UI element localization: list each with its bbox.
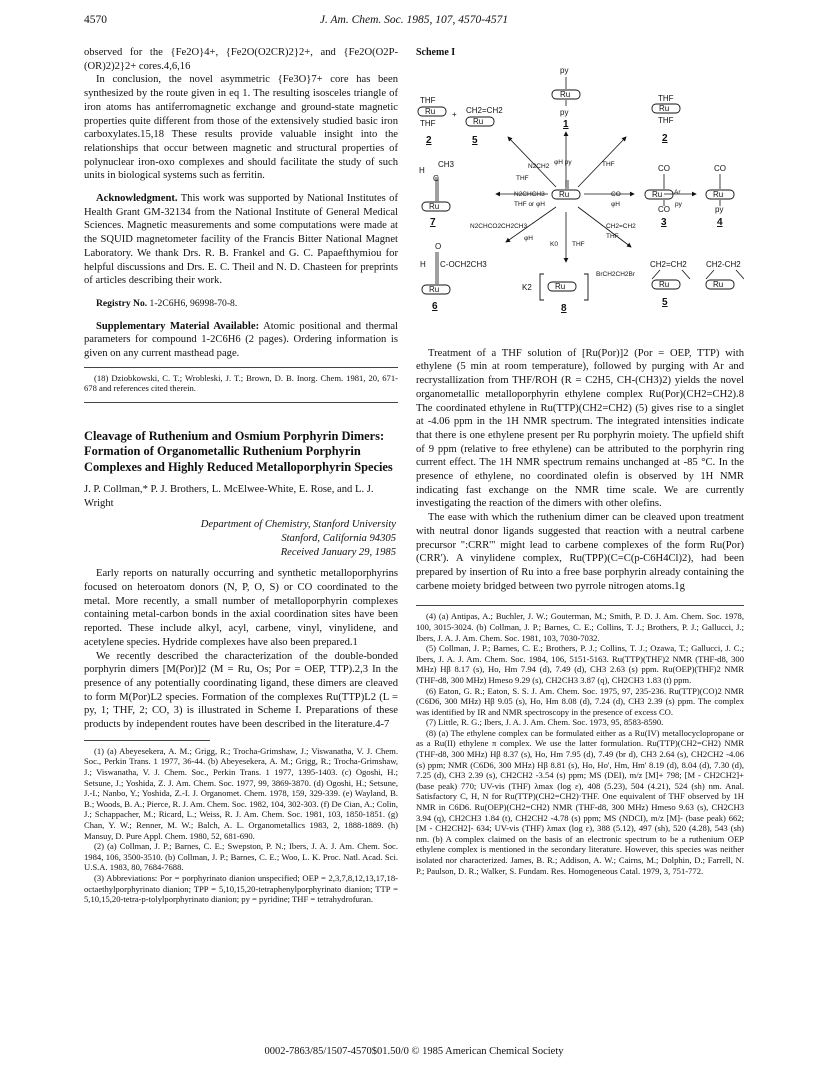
scheme-diagram: [416, 62, 744, 342]
right-column: [416, 46, 744, 876]
ru-label-center: Ru: [559, 189, 570, 199]
paragraph-carbene: The ease with which the ruthenium dimer can be cleaved upon treatment with neutral donor ligands suggested that reaction with a neutral carbene precursor ":CRR'" might lead to carbene complexes of the form Ru(Por)(CRR'). A vinylidene complex, Ru(TPP)(C=C(p-C6H4Cl)2), had been prepared by insertion of Ru into a free base porphyrin already containing the carbene moiety bridged between two pyrrole nitrogen atoms.1g: [416, 512, 744, 592]
ru-label: Ru: [473, 116, 484, 126]
footnote-6: (6) Eaton, G. R.; Eaton, S. S. J. Am. Chem. Soc. 1975, 97, 235-236. Ru(TTP)(CO)2 NMR (C6D6, 300 MHz) Hβ 9.05 (s), Ho, Hm 8.08 (d), 7.24 (d), CH3 2.39 (s) ppm. The complex was identified by IR and NMR spectroscopy in the presence of excess CO.: [416, 685, 744, 717]
affiliation-location: Stanford, California 94305: [281, 532, 396, 544]
registry-lead: Registry No.: [96, 297, 148, 309]
reagent-phh-lower: φH: [524, 234, 533, 242]
journal-citation: J. Am. Chem. Soc. 1985, 107, 4570-4571: [319, 14, 509, 26]
plus-sign: +: [452, 109, 457, 119]
ligand-thf-2b: THF: [420, 118, 436, 128]
running-header: [84, 14, 744, 30]
supplementary-text: Atomic positional and thermal parameters for compound 1-2C6H6 (2 pages). Ordering information is given on any current masthead page.: [84, 320, 398, 360]
paragraph-continued: observed for the {Fe2O}4+, {Fe2O(O2CR)2}2+, and {Fe2O(O2P-(OR)2)2}2+ cores.4,6,16: [84, 47, 398, 72]
scheme-arrows: [416, 62, 744, 342]
py-label: py: [715, 204, 724, 214]
paragraph-dimers: We recently described the characterization of the double-bonded porphyrin dimers [M(Por)]2 (M = Ru, Os; Por = OEP, TTP).2,3 In the presence of any potentially coordinating ligand, these dimers are cleaved to form M(Por)L2 species. Formation of the complexes Ru(TTP)L2 (L = py, 1; THF, 2; CO, 3) is illustrated in Scheme I. Preparations of these products by independent routes have been described in the literature.4-7: [84, 650, 398, 731]
page-number: 4570: [84, 14, 107, 26]
reagent-thf-lower: THF: [606, 232, 619, 240]
footnote-8: (8) (a) The ethylene complex can be formulated either as a Ru(IV) metallocyclopropane or as a Ru(II) ethylene π complex. We use the latter formulation. Ru(TTP)(CH2=CH2) NMR (THF-d8, 300 MHz) Hβ 8.37 (s), Ho, Hm 7.95 (d), 7.49 (br d), CH3 2.64 (s), CH2CH2 -4.06 (s) ppm; NMR (C6D6, 300 MHz) Hβ 8.81 (s), Ho, Ho', Hm, Hm' 8.19 (d), 8.04 (d), 7.30 (d), 7.25 (d), CH3 2.39 (s), CH2CH2 -3.54 (s) ppm; MS (DEI), m/z [M]+ 798; [M - CH2CH2]+ (base peak) 770; UV-vis (THF) λmax (log ε), 408 (5.23), 504 (4.21), 524 (sh) nm. Anal. Satisfactory C, H, N for Ru(TTP)(CH2=CH2)·THF. One equivalent of THF observed by 1H NMR in C6D6. Ru(OEP)(CH2=CH2) NMR (THF-d8, 300 MHz) Hmeso 9.63 (s), CH2CH3 3.94 (q), CH2CH3 1.84 (t), CH2CH2 -4.78 (s) ppm; MS (NDCI), m/z [M]- (base peak) 662; [M - CH2CH2]- 634; UV-vis (THF) λmax (log ε), 388 (5.12), 497 (sh), 520 (4.28), 543 (sh) nm. (b) A complex claimed on the basis of an electronic spectrum to be a ruthenium OEP ethylene complex is mentioned in the secondary literature. However, this species was neither isolated nor characterized. James, B. R.; Addison, A. W.; Cairns, M.; Dolphin, D.; Farrell, N. P.; Paulson, D. R.; Walker, S. Fundam. Res. Homogeneous Catal. 1979, 3, 751-772.: [416, 727, 744, 876]
footnote-4: (4) (a) Antipas, A.; Buchler, J. W.; Gouterman, M.; Smith, P. D. J. Am. Chem. Soc. 1978, 100, 3015-3024. (b) Collman, J. P.; Barnes, C. E.; Collins, T. J.; Brothers, P. J.; Gallucci, J.; Ibers, J. A. J. Am. Chem. Soc. 1981, 103, 7030-7032.: [416, 611, 744, 643]
footnote-3: (3) Abbreviations: Por = porphyrinato dianion unspecified; OEP = 2,3,7,8,12,13,17,18-octaethylporphyrinato dianion; TPP = 5,10,15,20-tetraphenylporphyrinato dianion; TTP = 5,10,15,20-tetra-p-tolylporphyrinato dianion; py = pyridine; THF = tetrahydrofuran.: [84, 872, 398, 905]
article-authors: J. P. Collman,* P. J. Brothers, L. McElwee-White, E. Rose, and L. J. Wright: [84, 483, 374, 509]
reagent-co: CO: [611, 190, 621, 198]
reagent-phh: φH: [611, 200, 620, 208]
h-label: H: [419, 165, 425, 175]
h-label: H: [420, 259, 426, 269]
reagent-n2chch3: N2CHCH3: [514, 190, 545, 198]
ru-label: Ru: [659, 279, 670, 289]
acknowledgment: [84, 192, 398, 288]
compound-3: 3: [661, 216, 667, 228]
reagent-py: py: [675, 200, 682, 208]
ligand-thf-2a: THF: [420, 95, 436, 105]
ru-label: Ru: [713, 279, 724, 289]
reagent-brch2ch2br: BrCH2CH2Br: [596, 270, 636, 278]
ru-label: Ru: [659, 103, 670, 113]
compound-5: 5: [662, 296, 668, 308]
supplementary-material: [84, 320, 398, 361]
received-date: Received January 29, 1985: [280, 546, 396, 558]
supplementary-lead: Supplementary Material Available:: [96, 320, 260, 332]
reagent-k0: K0: [550, 240, 558, 248]
co-label: CO: [658, 204, 670, 214]
footnote-18: (18) Dziobkowski, C. T.; Wrobleski, J. T.; Brown, D. B. Inorg. Chem. 1981, 20, 671-678 and references cited therein.: [84, 372, 398, 394]
reagent-phh-py: φH py: [554, 158, 572, 166]
paragraph-intro: Early reports on naturally occurring and synthetic metalloporphyrins focused on heteroatom donors (N, P, O, S) or CO coordinated to the metal. More recently, a small number of metalloporphyrin complexes containing metal-carbon bonds in the axial coordination sites have been reported. These include alkyl, acyl, carbene, vinyl, vinylidene, and acetylene species. Hydride complexes have also been prepared.1: [84, 568, 398, 648]
article-divider: [84, 402, 398, 403]
reagent-thf-right: THF: [602, 160, 615, 168]
ru-label: Ru: [713, 189, 724, 199]
co-label: CO: [714, 163, 726, 173]
reagent-thf-left: THF: [516, 174, 529, 182]
footnote-5: (5) Collman, J. P.; Barnes, C. E.; Brothers, P. J.; Collins, T. J.; Ozawa, T.; Gallucci, J. C.; Ibers, J. A. J. Am. Chem. Soc. 1984, 106, 5151-5163. Ru(TTP)(THF)2 NMR (THF-d8, 300 MHz) Hβ 8.17 (s), Ho, Hm 7.94 (d), 7.49 (d), CH3 2.63 (s) ppm. Ru(OEP)(THF)2 NMR (THF-d8, 300 MHz) Hmeso 9.29 (s), CH2CH3 3.87 (q), CH2CH3 1.83 (t) ppm.: [416, 643, 744, 685]
ru-label: Ru: [429, 201, 440, 211]
compound-1: 1: [563, 118, 569, 130]
affiliation-department: Department of Chemistry, Stanford University: [200, 519, 396, 531]
footnote-divider-right: [416, 605, 744, 606]
reagent-n2ch2: N2CH2: [528, 162, 550, 170]
ru-label: Ru: [560, 89, 571, 99]
footnote-2: (2) (a) Collman, J. P.; Barnes, C. E.; Swepston, P. N.; Ibers, J. A. J. Am. Chem. Soc. 1984, 106, 3500-3510. (b) Collman, J. P.; Barnes, C. E.; Woo, L. K. Proc. Natl. Acad. Sci. U.S.A. 1983, 80, 7684-7688.: [84, 841, 398, 873]
paragraph-conclusion: In conclusion, the novel asymmetric {Fe3O}7+ core has been synthesized by the route given in eq 1. The resulting isosceles triangle of iron atoms has antiferromagnetic exchange and ground-state magnetic properties quite different from those of the extensively studied basic iron carboxylates.15,18 These results provide valuable insight into the relationships that occur between magnetic and structural properties of polynuclear iron-oxo complexes and should facilitate the study of such units in biological systems such as ferritin.: [84, 74, 398, 182]
compound-6: 6: [432, 300, 438, 312]
compound-2: 2: [662, 132, 668, 144]
acknowledgment-text: This work was supported by National Institutes of Health Grant GM-32134 from the National Institute of General Medical Sciences. Magnetic measurements and some computations were made at the SQUID magnetometer facility of the Francis Bitter National Magnet Laboratory. We thank Drs. R. B. Frankel and G. C. Papaefthymiou for helpful discussions and Drs. E. C. Theil and N. D. Chasteen for preprints of articles describing their work.: [84, 193, 398, 287]
metallacycle-label: CH2-CH2: [706, 259, 741, 269]
left-column: [84, 46, 398, 905]
ru-label: Ru: [555, 281, 566, 291]
ethylene-label: CH2=CH2: [466, 105, 503, 115]
reagent-ch2ch2: CH2=CH2: [606, 222, 636, 230]
article-title: Cleavage of Ruthenium and Osmium Porphyrin Dimers: Formation of Organometallic Ruthenium Porphyrin Complexes and Highly Reduced Metalloporphyrin Species: [84, 428, 393, 474]
co-label: CO: [658, 163, 670, 173]
ethylene-label-bottom: CH2=CH2: [650, 259, 687, 269]
ru-label: Ru: [425, 106, 436, 116]
ru-label: Ru: [429, 284, 440, 294]
author-affiliation: [84, 518, 398, 559]
footnote-divider-2: [84, 740, 210, 741]
registry-text: 1-2C6H6, 96998-70-8.: [147, 297, 238, 309]
ester-label: C-OCH2CH3: [440, 259, 487, 269]
compound-4: 4: [717, 216, 723, 228]
o-label: O: [435, 241, 442, 251]
footnote-divider: [84, 367, 398, 368]
c-label: C: [433, 173, 439, 183]
paragraph-ethylene: Treatment of a THF solution of [Ru(Por)]2 (Por = OEP, TTP) with ethylene (5 min at room temperature), followed by purging with Ar and recrystallization from THF/ROH (R = C2H5, CH-(CH3)2) yields the novel organometallic metalloporphyrin ethylene complex Ru(Por)(CH2=CH2).8 The coordinated ethylene in Ru(TTP)(CH2=CH2) (5) gives rise to a singlet at -4.06 ppm in the 1H NMR spectrum. The integrated intensities indicate that there is one ethylene present per Ru porphyrin moiety. The upfield shift of 9 ppm (relative to free ethylene) can be attributed to the porphyrin ring current effect. The 1H NMR spectrum remains unchanged at -85 °C. In the presence of ethylene, no coordinated olefin is observed by 1H NMR indicating fast exchange on the NMR time scale. We are currently investigating the reaction of the dimers with other olefins.: [416, 347, 744, 510]
ligand-py-bottom: py: [560, 107, 569, 117]
ligand-py-top: py: [560, 65, 569, 75]
footnotes-bottom: [84, 746, 398, 905]
compound-5-top: 5: [472, 134, 478, 146]
compound-8: 8: [561, 302, 567, 314]
ru-label: Ru: [652, 189, 663, 199]
footnote-1: (1) (a) Abeyesekera, A. M.; Grigg, R.; Trocha-Grimshaw, J.; Viswanatha, V. J. Chem. Soc., Perkin Trans. 1 1977, 36-44. (b) Abeyesekera, A. M.; Grigg, R.; Trocha-Grimshaw, J.; Viswanatha, V. J. Chem. Soc., Perkin Trans. 1 1977, 1395-1403. (c) Ogoshi, H.; Setsune, J.; Yoshida, Z. J. Am. Chem. Soc. 1977, 99, 3869-3870. (d) Ogoshi, H.; Setsune, J.-I.; Nanbo, Y.; Yoshida, Z.-I. J. Organomet. Chem. 1978, 159, 329-339. (e) Wayland, B. B.; Woods, B. A.; Pierce, R. J. Am. Chem. Soc. 1982, 104, 302-303. (f) De Cian, A.; Colin, J.; Schappacher, M.; Ricard, L.; Weiss, R. J. Am. Chem. Soc. 1981, 103, 1850-1851. (g) Chan, Y. W.; Renner, M. W.; Balch, A. L. Organometallics 1983, 2, 1888-1889. (h) Mansuy, D. Pure Appl. Chem. 1980, 52, 681-690.: [84, 745, 398, 841]
scheme-title: Scheme I: [416, 47, 456, 58]
compound-2-left: 2: [426, 134, 432, 146]
k2-label: K2: [522, 282, 532, 292]
acknowledgment-lead: Acknowledgment.: [96, 193, 178, 205]
reagent-n2chco2: N2CHCO2CH2CH3: [470, 222, 528, 230]
ligand-thf-top: THF: [658, 93, 674, 103]
registry-number: [84, 297, 398, 311]
footnote-7: (7) Little, R. G.; Ibers, J. A. J. Am. Chem. Soc. 1973, 95, 8583-8590.: [426, 717, 664, 728]
ch3-label: CH3: [438, 159, 455, 169]
reagent-thf-k: THF: [572, 240, 585, 248]
ligand-thf-bottom: THF: [658, 115, 674, 125]
compound-7: 7: [430, 216, 436, 228]
reagent-thf-or-phh: THF or φH: [514, 200, 545, 208]
footnotes-right: [416, 611, 744, 876]
page-footer: 0002-7863/85/1507-4570$01.50/0 © 1985 American Chemical Society: [264, 1046, 564, 1057]
reagent-ar: Ar: [674, 188, 681, 196]
footnotes-top: [84, 373, 398, 394]
